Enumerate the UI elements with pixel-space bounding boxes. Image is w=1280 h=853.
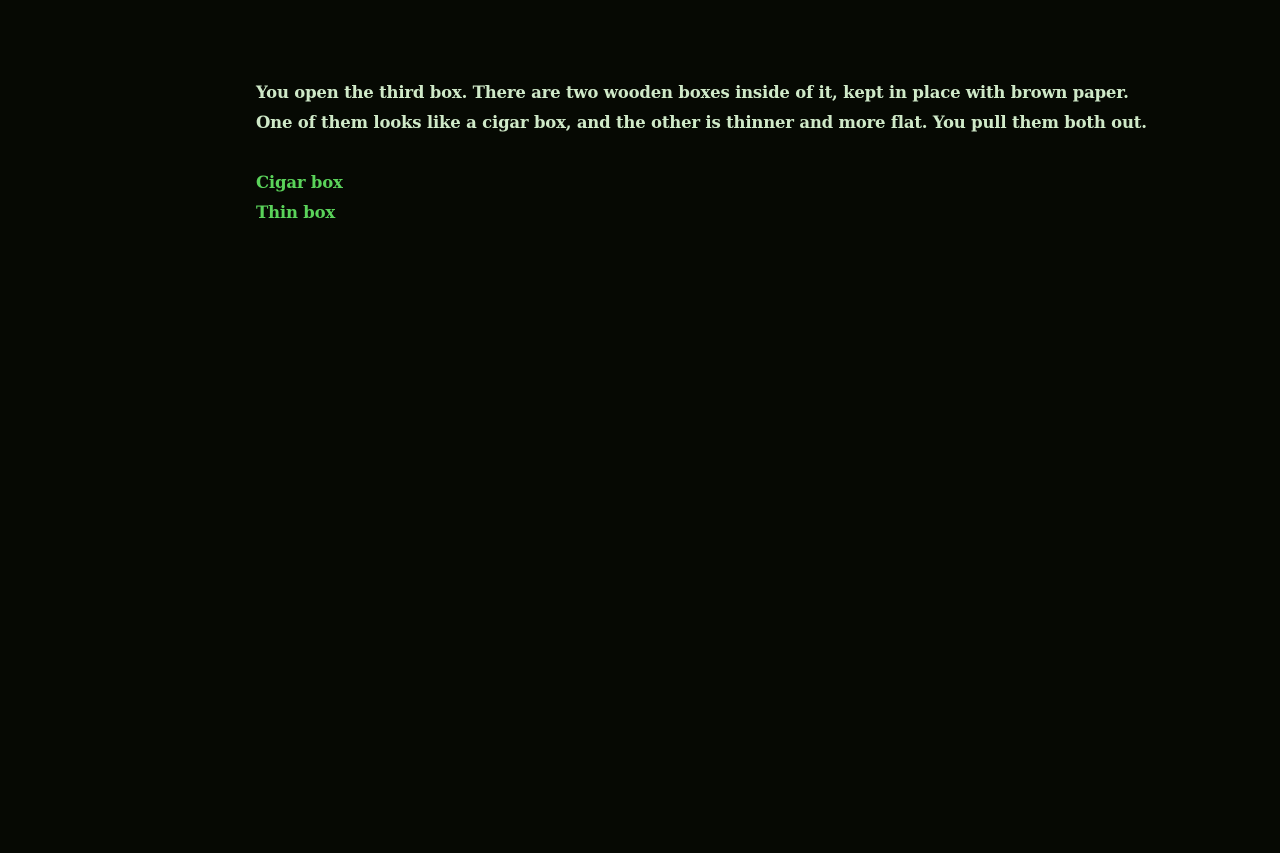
passage-line: You open the third box. There are two wooden boxes inside of it, kept in place with brown paper. — [256, 83, 1129, 102]
passage-line: One of them looks like a cigar box, and the other is thinner and more flat. You pull them both out. — [256, 113, 1147, 132]
choice-cigar-box-link[interactable]: Cigar box — [256, 173, 343, 192]
story-container — [256, 78, 1147, 228]
choice-list — [256, 168, 1056, 228]
passage-text — [256, 78, 1147, 138]
choice-thin-box-link[interactable]: Thin box — [256, 203, 336, 222]
